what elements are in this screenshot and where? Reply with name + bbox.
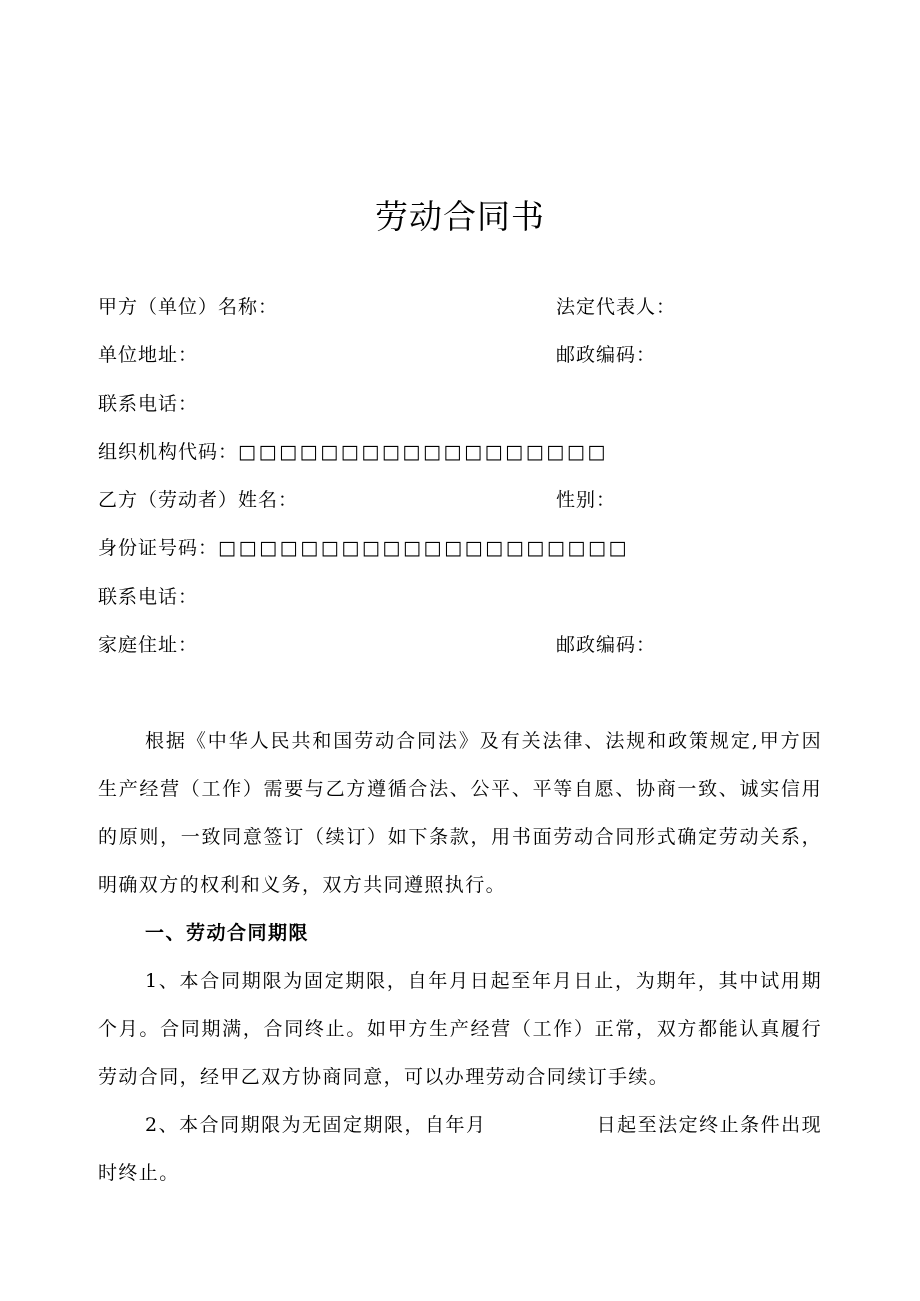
legal-rep-label: 法定代表人：: [556, 296, 677, 318]
section-1-heading: 一、劳动合同期限: [145, 922, 310, 944]
id-number-row: [98, 535, 629, 561]
org-code-label: 组织机构代码：: [98, 441, 239, 463]
id-number-boxes: □□□□□□□□□□□□□□□□□□□□: [218, 537, 630, 559]
clause-1-paragraph: 1、本合同期限为固定期限，自年月日起至年月日止，为期年，其中试用期个月。合同期满，合同终止。如甲方生产经营（工作）正常，双方都能认真履行劳动合同，经甲乙双方协商同意，可以办理劳动合同续订手续。: [98, 970, 822, 1088]
party-b-address-label: 家庭住址：: [98, 634, 199, 656]
party-a-name-label: 甲方（单位）名称：: [98, 296, 279, 318]
party-b-name-label: 乙方（劳动者）姓名：: [98, 489, 299, 511]
org-code-row: [98, 439, 608, 465]
clause-2-start: 2、本合同期限为无固定期限，自年月: [145, 1114, 487, 1136]
id-number-label: 身份证号码：: [98, 537, 219, 559]
party-b-phone-label: 联系电话：: [98, 586, 199, 608]
document-title: 劳动合同书: [375, 197, 545, 236]
clause-2-paragraph: [98, 1101, 822, 1197]
party-b-gender-label: 性别：: [556, 489, 617, 511]
party-a-postcode-label: 邮政编码：: [556, 344, 657, 366]
contract-body: [98, 717, 822, 1197]
preamble-paragraph: 根据《中华人民共和国劳动合同法》及有关法律、法规和政策规定,甲方因生产经营（工作）需要与乙方遵循合法、公平、平等自愿、协商一致、诚实信用的原则，一致同意签订（续订）如下条款，用书面劳动合同形式确定劳动关系，明确双方的权利和义务，双方共同遵照执行。: [98, 730, 822, 896]
org-code-boxes: □□□□□□□□□□□□□□□□□□: [238, 441, 608, 463]
party-a-address-label: 单位地址：: [98, 344, 199, 366]
party-b-postcode-label: 邮政编码：: [556, 634, 657, 656]
party-a-phone-label: 联系电话：: [98, 393, 199, 415]
clause-2-end: 日起至法定终止条件出现时终止。: [98, 1114, 822, 1184]
